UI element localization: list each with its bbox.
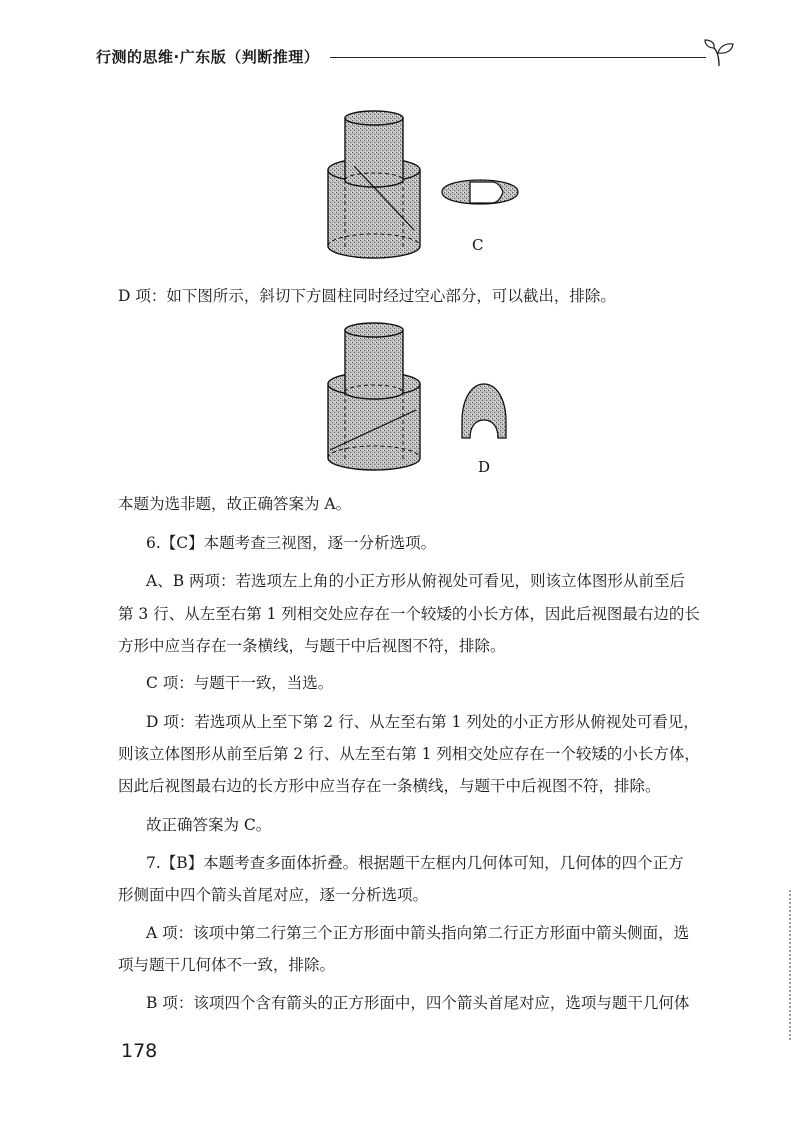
- paragraph-q6-intro: 6.【C】本题考查三视图，逐一分析选项。: [146, 534, 437, 552]
- figure-c-label: C: [472, 236, 484, 254]
- paragraph-q7-a-line2: 项与题干几何体不一致，排除。: [118, 956, 336, 974]
- paragraph-q5-answer: 本题为选非题，故正确答案为 A。: [118, 495, 352, 513]
- paragraph-q7-intro-line2: 形侧面中四个箭头首尾对应，逐一分析选项。: [118, 886, 429, 904]
- d-cross-section-shape: [462, 384, 506, 438]
- paragraph-q6-ab-line2: 第 3 行、从左至右第 1 列相交处应存在一个较矮的小长方体，因此后视图最右边的长: [118, 605, 700, 623]
- paragraph-q6-answer: 故正确答案为 C。: [146, 816, 272, 834]
- running-header: [96, 36, 736, 70]
- paragraph-q6-d-line3: 因此后视图最右边的长方形中应当存在一条横线，与题干中后视图不符，排除。: [118, 777, 661, 795]
- paragraph-q6-d-line1: D 项：若选项从上至下第 2 行、从左至右第 1 列处的小正方形从俯视处可看见，: [146, 713, 699, 731]
- c-cross-section-shape: [442, 180, 518, 204]
- paragraph-d-option: D 项：如下图所示，斜切下方圆柱同时经过空心部分，可以截出，排除。: [118, 287, 616, 305]
- margin-binding-marks: [789, 890, 794, 1040]
- header-title: 行测的思维·广东版（判断推理）: [96, 48, 320, 66]
- stacked-cylinder-illustration: [328, 111, 420, 258]
- figure-d-label: D: [478, 458, 491, 476]
- figure-c-cylinder: [320, 108, 560, 268]
- stacked-cylinder-illustration: [328, 323, 420, 470]
- page-number: 178: [121, 1040, 158, 1062]
- sprout-icon: [702, 36, 736, 70]
- paragraph-q6-ab-line3: 方形中应当存在一条横线，与题干中后视图不符，排除。: [118, 637, 506, 655]
- figure-d-cylinder: [320, 318, 560, 480]
- paragraph-q7-a-line1: A 项：该项中第二行第三个正方形面中箭头指向第二行正方形面中箭头侧面，选: [146, 924, 690, 942]
- paragraph-q6-ab-line1: A、B 两项：若选项左上角的小正方形从俯视处可看见，则该立体图形从前至后: [146, 572, 686, 590]
- paragraph-q6-d-line2: 则该立体图形从前至后第 2 行、从左至右第 1 列相交处应存在一个较矮的小长方体，: [118, 745, 700, 763]
- paragraph-q7-b-line1: B 项：该项四个含有箭头的正方形面中，四个箭头首尾对应，选项与题干几何体: [146, 994, 690, 1012]
- paragraph-q6-c: C 项：与题干一致，当选。: [146, 674, 334, 692]
- header-rule: [330, 57, 706, 58]
- paragraph-q7-intro-line1: 7.【B】本题考查多面体折叠。根据题干左框内几何体可知，几何体的四个正方: [146, 854, 684, 872]
